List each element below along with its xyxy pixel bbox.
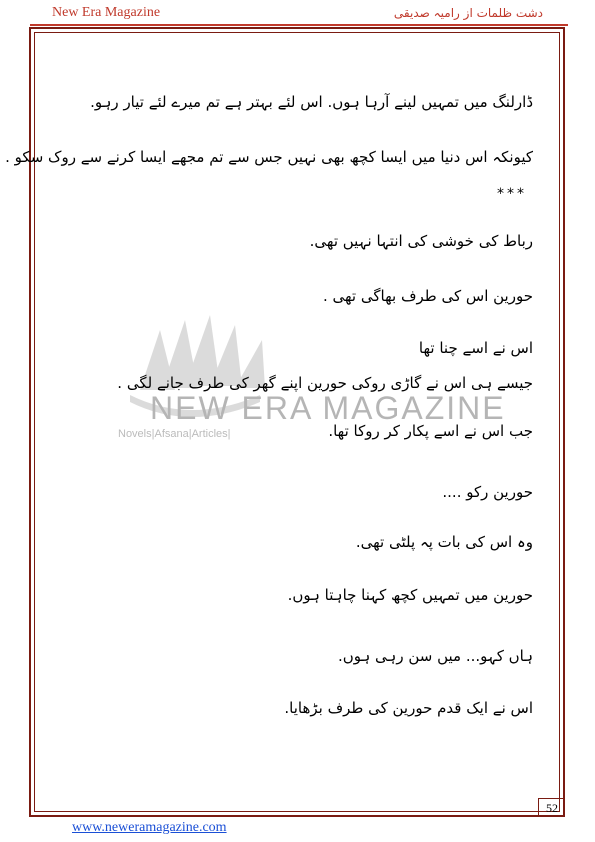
text-line-6: جیسے ہی اس نے گاڑی روکی حورین اپنے گھر کی طرف جانے لگی . — [117, 374, 533, 392]
text-line-7: جب اس نے اسے پکار کر روکا تھا. — [328, 422, 533, 440]
website-link[interactable]: www.neweramagazine.com — [72, 820, 227, 835]
text-line-4: حورین اس کی طرف بھاگی تھی . — [322, 287, 533, 305]
text-line-9: وہ اس کی بات پہ پلٹی تھی. — [355, 533, 533, 551]
page-number: 52 — [538, 798, 565, 817]
text-line-11: ہاں کہو... میں سن رہی ہوں. — [337, 647, 533, 665]
magazine-name: New Era Magazine — [52, 5, 161, 20]
text-line-1: ڈارلنگ میں تمہیں لینے آرہا ہوں. اس لئے بہتر ہے تم میرے لئے تیار رہو. — [90, 93, 533, 111]
text-line-2: کیونکہ اس دنیا میں ایسا کچھ بھی نہیں جس سے تم مجھے ایسا کرنے سے روک سکو . — [5, 148, 533, 166]
text-line-5: اس نے اسے چنا تھا — [418, 339, 533, 357]
watermark-subtitle: Novels|Afsana|Articles| — [118, 428, 231, 440]
header-divider — [30, 24, 568, 26]
text-line-12: اس نے ایک قدم حورین کی طرف بڑھایا. — [284, 699, 533, 717]
section-break: *** — [497, 186, 527, 202]
text-line-3: رباط کی خوشی کی انتہا نہیں تھی. — [309, 232, 533, 250]
novel-title: دشت ظلمات از رامیہ صدیقی — [393, 6, 543, 20]
watermark-title: NEW ERA MAGAZINE — [150, 390, 506, 426]
text-line-8: حورین رکو .... — [442, 483, 533, 501]
text-line-10: حورین میں تمہیں کچھ کہنا چاہتا ہوں. — [287, 586, 533, 604]
